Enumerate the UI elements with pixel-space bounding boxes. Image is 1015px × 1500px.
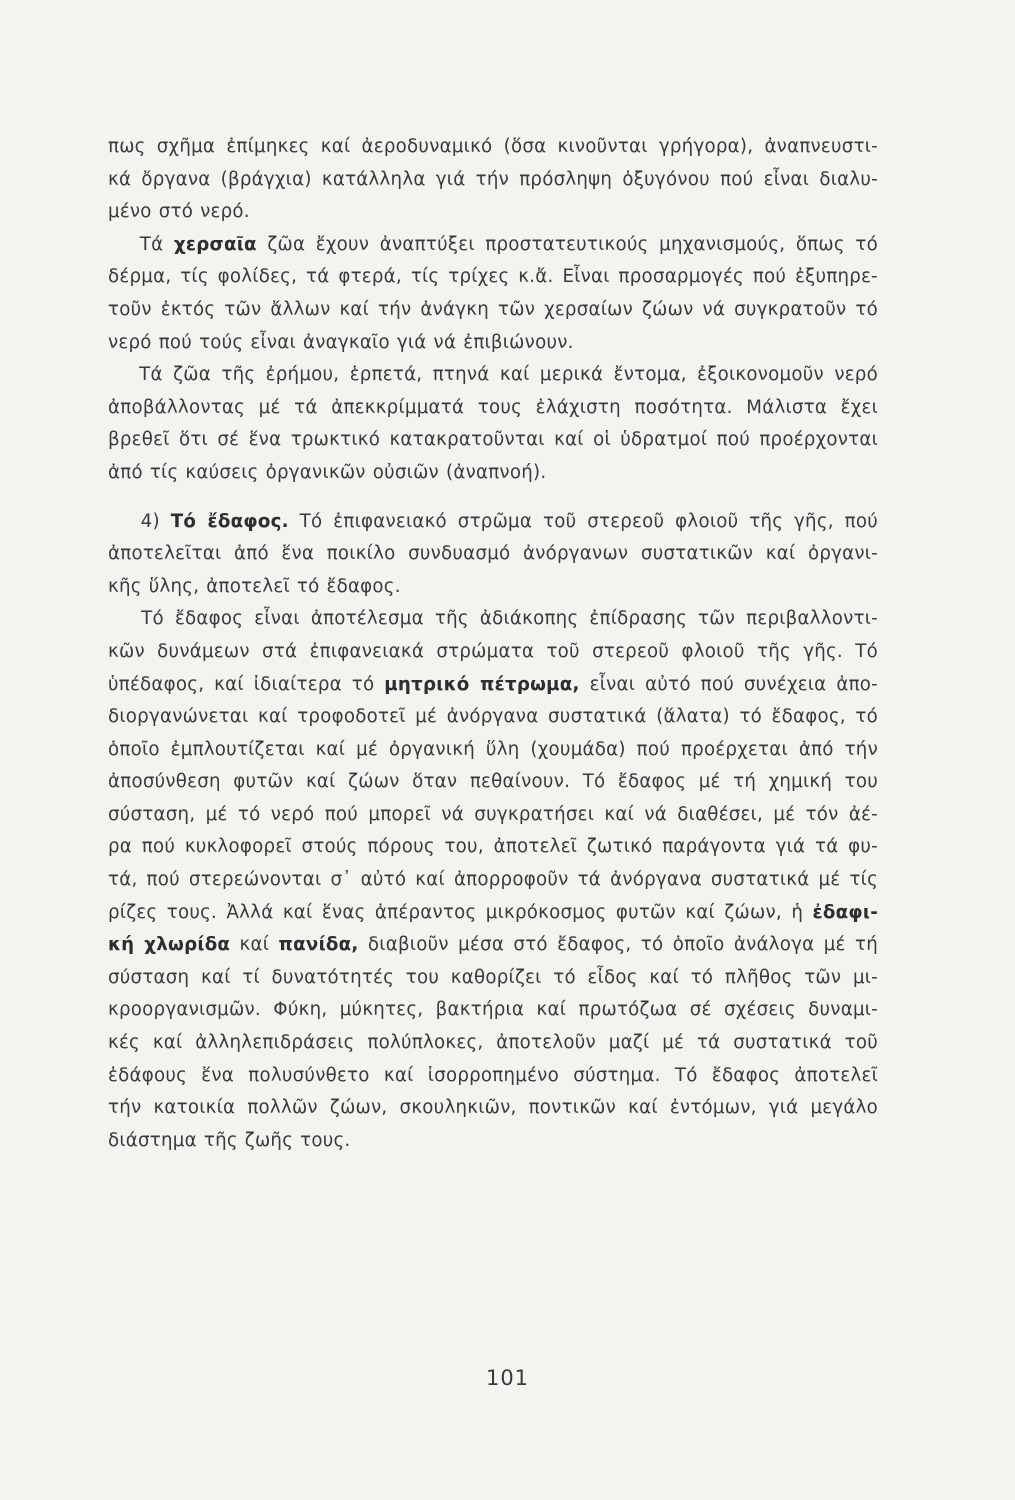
section-heading: Τό ἔδαφος. (170, 510, 289, 532)
text-line: κή χλωρίδα καί πανίδα, διαβιοῦν μέσα στό ἔδαφος, τό ὁποῖο ἀνάλογα μέ τή (108, 934, 878, 956)
text-line: ἀπό τίς καύσεις ὀργανικῶν οὐσιῶν (ἀναπνοή). (108, 461, 547, 483)
text-line: διάστημα τῆς ζωῆς τους. (108, 1129, 351, 1151)
text-line: διοργανώνεται καί τροφοδοτεῖ μέ ἀνόργανα συστατικά (ἅλατα) τό ἔδαφος, τό (108, 706, 878, 728)
text-line: ὁποῖο ἐμπλουτίζεται καί μέ ὀργανική ὕλη (χουμάδα) πού προέρχεται ἀπό τήν (108, 738, 878, 760)
text-line: Τά χερσαῖα ζῶα ἔχουν ἀναπτύξει προστατευτικούς μηχανισμούς, ὅπως τό (139, 233, 878, 255)
body-text (108, 131, 878, 1157)
text-line: δέρμα, τίς φολίδες, τά φτερά, τίς τρίχες κ.ἄ. Εἶναι προσαρμογές πού ἐξυπηρε- (108, 266, 878, 288)
text-line: βρεθεῖ ὅτι σέ ἕνα τρωκτικό κατακρατοῦνται καί οἱ ὑδρατμοί πού προέρχονται (108, 429, 878, 451)
section-heading-line: 4) Τό ἔδαφος. Τό ἐπιφανειακό στρῶμα τοῦ στερεοῦ φλοιοῦ τῆς γῆς, πού (140, 510, 878, 532)
bold-term: χερσαῖα (173, 233, 257, 255)
text-line: μένο στό νερό. (108, 201, 250, 223)
text-line: κῆς ὕλης, ἀποτελεῖ τό ἔδαφος. (108, 575, 401, 597)
text-line: ἀποτελεῖται ἀπό ἕνα ποικίλο συνδυασμό ἀνόργανων συστατικῶν καί ὀργανι- (108, 543, 878, 565)
text-line: κροοργανισμῶν. Φύκη, μύκητες, βακτήρια καί πρωτόζωα σέ σχέσεις δυναμι- (108, 999, 878, 1021)
text-line: σύσταση, μέ τό νερό πού μπορεῖ νά συγκρατήσει καί νά διαθέσει, μέ τόν ἀέ- (108, 803, 878, 825)
bold-term: πανίδα, (278, 934, 359, 956)
bold-term: ἐδαφι- (812, 901, 878, 923)
text-line: ὑπέδαφος, καί ἰδιαίτερα τό μητρικό πέτρωμα, εἶναι αὐτό πού συνέχεια ἀπο- (108, 673, 878, 695)
text-line: Τό ἔδαφος εἶναι ἀποτέλεσμα τῆς ἀδιάκοπης ἐπίδρασης τῶν περιβαλλοντι- (141, 608, 878, 630)
text-line: Τά ζῶα τῆς ἐρήμου, ἑρπετά, πτηνά καί μερικά ἔντομα, ἐξοικονομοῦν νερό (139, 364, 878, 386)
text-line: σύσταση καί τί δυνατότητές του καθορίζει τό εἶδος καί τό πλῆθος τῶν μι- (108, 966, 878, 988)
text-line: τοῦν ἐκτός τῶν ἄλλων καί τήν ἀνάγκη τῶν χερσαίων ζώων νά συγκρατοῦν τό (108, 298, 878, 320)
page-number: 101 (485, 1366, 530, 1390)
text-line: τήν κατοικία πολλῶν ζώων, σκουληκιῶν, ποντικῶν καί ἐντόμων, γιά μεγάλο (108, 1097, 878, 1119)
bold-term: κή χλωρίδα (108, 934, 231, 956)
text-line: κές καί ἀλληλεπιδράσεις πολύπλοκες, ἀποτελοῦν μαζί μέ τά συστατικά τοῦ (108, 1032, 878, 1054)
text-line: νερό πού τούς εἶναι ἀναγκαῖο γιά νά ἐπιβιώνουν. (108, 331, 574, 353)
text-line: πως σχῆμα ἐπίμηκες καί ἀεροδυναμικό (ὅσα κινοῦνται γρήγορα), ἀναπνευστι- (108, 136, 878, 157)
text-line: κά ὄργανα (βράγχια) κατάλληλα γιά τήν πρόσληψη ὀξυγόνου πού εἶναι διαλυ- (108, 168, 878, 190)
text-line: ἀποσύνθεση φυτῶν καί ζώων ὅταν πεθαίνουν. Τό ἔδαφος μέ τή χημική του (108, 771, 878, 793)
text-line: ρα πού κυκλοφορεῖ στούς πόρους του, ἀποτελεῖ ζωτικό παράγοντα γιά τά φυ- (108, 836, 878, 858)
text-line: ἐδάφους ἕνα πολυσύνθετο καί ἰσορροπημένο σύστημα. Τό ἔδαφος ἀποτελεῖ (108, 1064, 878, 1086)
text-line: ρίζες τους. Ἀλλά καί ἕνας ἀπέραντος μικρόκοσμος φυτῶν καί ζώων, ἡ ἐδαφι- (108, 901, 878, 923)
bold-term: μητρικό πέτρωμα, (384, 673, 580, 695)
text-line: ἀποβάλλοντας μέ τά ἀπεκκρίμματά τους ἐλάχιστη ποσότητα. Μάλιστα ἔχει (108, 396, 878, 418)
text-line: τά, πού στερεώνονται σ᾽ αὐτό καί ἀπορροφοῦν τά ἀνόργανα συστατικά μέ τίς (108, 869, 878, 891)
text-line: κῶν δυνάμεων στά ἐπιφανειακά στρώματα τοῦ στερεοῦ φλοιοῦ τῆς γῆς. Τό (108, 640, 878, 662)
paragraph-gap (108, 490, 878, 506)
